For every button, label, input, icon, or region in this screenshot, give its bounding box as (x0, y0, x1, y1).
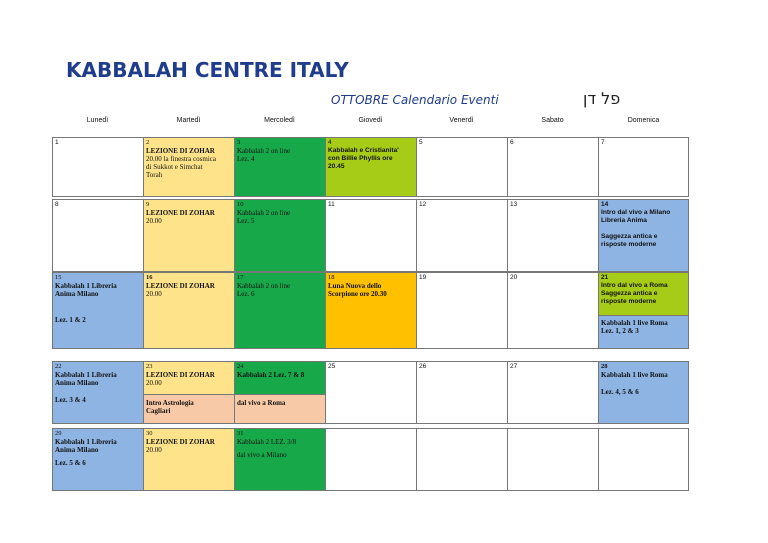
day-cell[interactable] (325, 361, 417, 424)
weekday-header: Martedì (176, 117, 201, 124)
day-cell[interactable] (325, 137, 417, 197)
weekday-header: Mercoledì (264, 117, 295, 124)
event-text: 20.45 (328, 163, 345, 170)
event-text: Kabbalah 1 Libreria (55, 438, 117, 446)
day-number: 26 (419, 363, 427, 370)
day-cell-section[interactable] (234, 394, 326, 424)
event-text: Anima Milano (55, 446, 99, 454)
event-title: LEZIONE DI ZOHAR (146, 147, 215, 155)
day-number: 18 (328, 274, 335, 281)
day-cell[interactable] (598, 199, 689, 272)
day-cell[interactable] (325, 428, 417, 491)
day-number: 1 (55, 139, 59, 146)
day-cell[interactable] (234, 361, 326, 394)
day-cell[interactable] (598, 361, 689, 424)
day-cell[interactable] (143, 361, 235, 394)
hebrew-month: פל דן (583, 89, 621, 108)
day-number: 8 (55, 201, 59, 208)
day-cell[interactable] (52, 137, 144, 197)
day-cell-section[interactable] (598, 315, 689, 349)
day-number: 24 (237, 363, 244, 370)
event-title: Kabbalah 2 on line (237, 147, 291, 155)
spacer (601, 379, 686, 388)
event-text: Kabbalah 1 live Roma (601, 371, 668, 379)
day-number: 11 (328, 201, 335, 208)
day-cell[interactable] (416, 199, 508, 272)
day-number: 10 (237, 201, 244, 208)
event-text: Kabbalah 1 Libreria (55, 282, 117, 290)
day-cell[interactable] (143, 137, 235, 197)
day-number: 2 (146, 139, 150, 146)
day-cell[interactable] (234, 428, 326, 491)
event-text: di Sukkot e Simchat (146, 163, 203, 171)
event-title: LEZIONE DI ZOHAR (146, 282, 215, 290)
event-text: Intro Astrologia (146, 399, 194, 407)
event-title: Kabbalah 2 Lez. 7 & 8 (237, 371, 305, 379)
day-number: 14 (601, 201, 609, 208)
event-text: Lez. 4, 5 & 6 (601, 388, 639, 396)
day-cell[interactable] (598, 428, 689, 491)
event-text: Intro dal vivo a Milano (601, 209, 671, 216)
event-text: dal vivo a Roma (237, 399, 286, 407)
day-number: 29 (55, 430, 62, 437)
day-number: 31 (237, 430, 244, 437)
event-text: Lez. 6 (237, 290, 255, 298)
event-text: risposte moderne (601, 241, 657, 248)
event-text: Kabbalah 1 live Roma (601, 319, 668, 327)
weekday-header: Lunedì (86, 117, 109, 124)
event-text: Anima Milano (55, 290, 99, 298)
day-cell[interactable] (52, 428, 144, 491)
day-cell[interactable] (507, 199, 599, 272)
event-text: Lez. 5 & 6 (55, 459, 86, 467)
spacer (55, 387, 141, 396)
day-number: 27 (510, 363, 518, 370)
weekday-header: Giovedì (358, 117, 383, 124)
day-number: 15 (55, 274, 62, 281)
event-title: Kabbalah 2 on line (237, 209, 291, 217)
day-number: 16 (146, 274, 153, 281)
event-text: Kabbalah e Cristianita' (328, 147, 399, 154)
day-number: 25 (328, 363, 336, 370)
event-text: 20.00 (146, 379, 162, 387)
event-text: 20.00 (146, 446, 162, 454)
day-cell[interactable] (325, 272, 417, 349)
event-title: Kabbalah 2 on line (237, 282, 291, 290)
event-text: 20.00 (146, 217, 162, 225)
day-number: 17 (237, 274, 244, 281)
event-text: Luna Nuova dello (328, 282, 382, 290)
day-cell[interactable] (416, 361, 508, 424)
weekday-header: Sabato (541, 117, 564, 124)
event-text: dal vivo a Milano (237, 451, 287, 459)
day-number: 12 (419, 201, 427, 208)
day-number: 20 (510, 274, 518, 281)
weekday-header: Venerdì (449, 117, 474, 124)
day-number: 3 (237, 139, 241, 146)
event-text: Cagliari (146, 407, 171, 415)
event-text: Lez. 3 & 4 (55, 396, 86, 404)
day-number: 7 (601, 139, 605, 146)
day-number: 28 (601, 363, 608, 370)
event-text: Libreria Anima (601, 217, 647, 224)
event-text: Lez. 1, 2 & 3 (601, 327, 639, 335)
day-cell[interactable] (416, 272, 508, 349)
day-cell[interactable] (325, 199, 417, 272)
day-cell[interactable] (598, 272, 689, 315)
event-title: Kabbalah 2 LEZ. 3/8 (237, 438, 297, 446)
day-cell[interactable] (507, 428, 599, 491)
event-text: Lez. 4 (237, 155, 255, 163)
calendar-subtitle: OTTOBRE Calendario Eventi (331, 93, 499, 107)
day-cell[interactable] (234, 199, 326, 272)
day-cell[interactable] (143, 272, 235, 349)
day-number: 9 (146, 201, 150, 208)
day-cell[interactable] (598, 137, 689, 197)
day-cell[interactable] (143, 428, 235, 491)
event-text: 20.00 la finestra cosmica (146, 155, 216, 163)
event-title: LEZIONE DI ZOHAR (146, 209, 215, 217)
day-number: 5 (419, 139, 423, 146)
day-number: 19 (419, 274, 427, 281)
event-text: Kabbalah 1 Libreria (55, 371, 117, 379)
day-number: 30 (146, 430, 153, 437)
spacer (601, 225, 686, 233)
day-cell[interactable] (234, 272, 326, 349)
day-cell[interactable] (52, 199, 144, 272)
day-number: 23 (146, 363, 153, 370)
event-text: 20.00 (146, 290, 162, 298)
day-cell[interactable] (507, 137, 599, 197)
brand-title: KABBALAH CENTRE ITALY (66, 58, 349, 82)
event-title: LEZIONE DI ZOHAR (146, 371, 215, 379)
day-cell[interactable] (52, 272, 144, 349)
day-cell[interactable] (52, 361, 144, 424)
day-number: 4 (328, 139, 332, 146)
day-number: 21 (601, 274, 609, 281)
event-text: Lez. 5 (237, 217, 255, 225)
day-cell[interactable] (416, 428, 508, 491)
day-number: 22 (55, 363, 62, 370)
day-cell[interactable] (234, 137, 326, 197)
day-cell[interactable] (507, 361, 599, 424)
day-number: 13 (510, 201, 518, 208)
spacer (55, 298, 141, 316)
event-text: Scorpione ore 20.30 (328, 290, 387, 298)
event-text: risposte moderne (601, 298, 657, 305)
event-title: LEZIONE DI ZOHAR (146, 438, 215, 446)
event-text: Anima Milano (55, 379, 99, 387)
event-text: Saggezza antica e (601, 233, 658, 240)
day-cell[interactable] (143, 199, 235, 272)
event-text: Torah (146, 171, 163, 179)
event-text: Lez. 1 & 2 (55, 316, 86, 324)
day-number: 6 (510, 139, 514, 146)
day-cell[interactable] (507, 272, 599, 349)
event-text: Saggezza antica e (601, 290, 658, 297)
event-text: con Billie Phyllis ore (328, 155, 393, 162)
weekday-header: Domenica (627, 117, 660, 124)
event-text: Intro dal vivo a Roma (601, 282, 668, 289)
day-cell-section[interactable] (143, 394, 235, 424)
day-cell[interactable] (416, 137, 508, 197)
